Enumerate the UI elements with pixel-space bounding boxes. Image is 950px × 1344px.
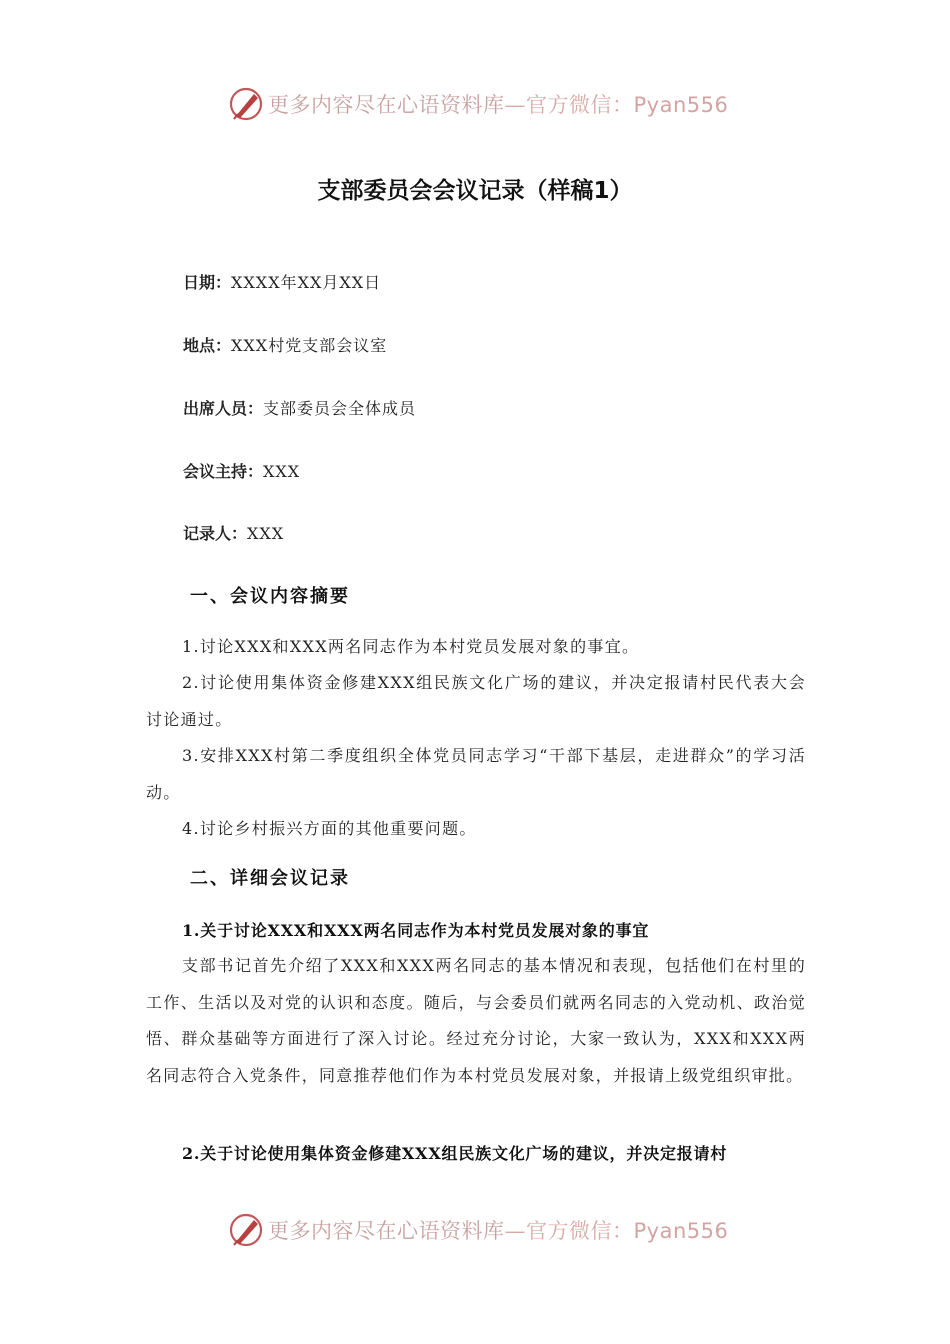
watermark-wechat-label: 官方微信： (526, 93, 634, 117)
meta-value: XXX (247, 524, 285, 543)
detail-paragraph-1: 支部书记首先介绍了XXX和XXX两名同志的基本情况和表现，包括他们在村里的工作、生活以及对党的认识和态度。随后，与会委员们就两名同志的入党动机、政治觉悟、群众基础等方面进行了深入讨论。经过充分讨论，大家一致认为，XXX和XXX两名同志符合入党条件，同意推荐他们作为本村党员发展对象，并报请上级党组织审批。 (146, 956, 806, 1085)
meta-date (183, 270, 381, 293)
meta-label: 记录人： (183, 524, 248, 543)
meta-label: 日期： (183, 273, 232, 292)
meta-attendees (183, 396, 416, 419)
watermark-header (228, 84, 748, 124)
section-heading-summary: 一、会议内容摘要 (190, 586, 350, 607)
quill-logo-icon (228, 86, 264, 122)
meta-value: XXX (263, 462, 301, 481)
watermark-text-main: 更多内容尽在心语资料库 (268, 93, 505, 117)
watermark-dash: — (504, 1219, 526, 1243)
summary-item-4: 4.讨论乡村振兴方面的其他重要问题。 (182, 819, 477, 838)
meta-value: XXXX年XX月XX日 (231, 273, 382, 292)
summary-item-1: 1.讨论XXX和XXX两名同志作为本村党员发展对象的事宜。 (182, 637, 640, 656)
meta-value: 支部委员会全体成员 (263, 399, 417, 418)
watermark-wechat-id: Pyan556 (633, 93, 729, 117)
watermark-wechat-id: Pyan556 (633, 1219, 729, 1243)
watermark-text-main: 更多内容尽在心语资料库 (268, 1219, 505, 1243)
meta-value: XXX村党支部会议室 (231, 336, 388, 355)
detail-subheading-2: 2.关于讨论使用集体资金修建XXX组民族文化广场的建议，并决定报请村 (182, 1144, 728, 1163)
meta-location (183, 333, 387, 356)
watermark-wechat-label: 官方微信： (526, 1219, 634, 1243)
meta-recorder (183, 521, 284, 544)
watermark-dash: — (504, 93, 526, 117)
detail-subheading-1: 1.关于讨论XXX和XXX两名同志作为本村党员发展对象的事宜 (182, 921, 650, 940)
section-heading-details: 二、详细会议记录 (190, 868, 350, 889)
meta-label: 出席人员： (183, 399, 264, 418)
document-title: 支部委员会会议记录（样稿1） (317, 178, 633, 204)
meta-label: 地点： (183, 336, 232, 355)
quill-logo-icon (228, 1212, 264, 1248)
meta-label: 会议主持： (183, 462, 264, 481)
summary-item-2: 2.讨论使用集体资金修建XXX组民族文化广场的建议，并决定报请村民代表大会讨论通过。 (146, 673, 806, 729)
meta-host (183, 459, 300, 482)
watermark-footer (228, 1210, 748, 1250)
summary-item-3: 3.安排XXX村第二季度组织全体党员同志学习“干部下基层，走进群众”的学习活动。 (146, 746, 806, 802)
